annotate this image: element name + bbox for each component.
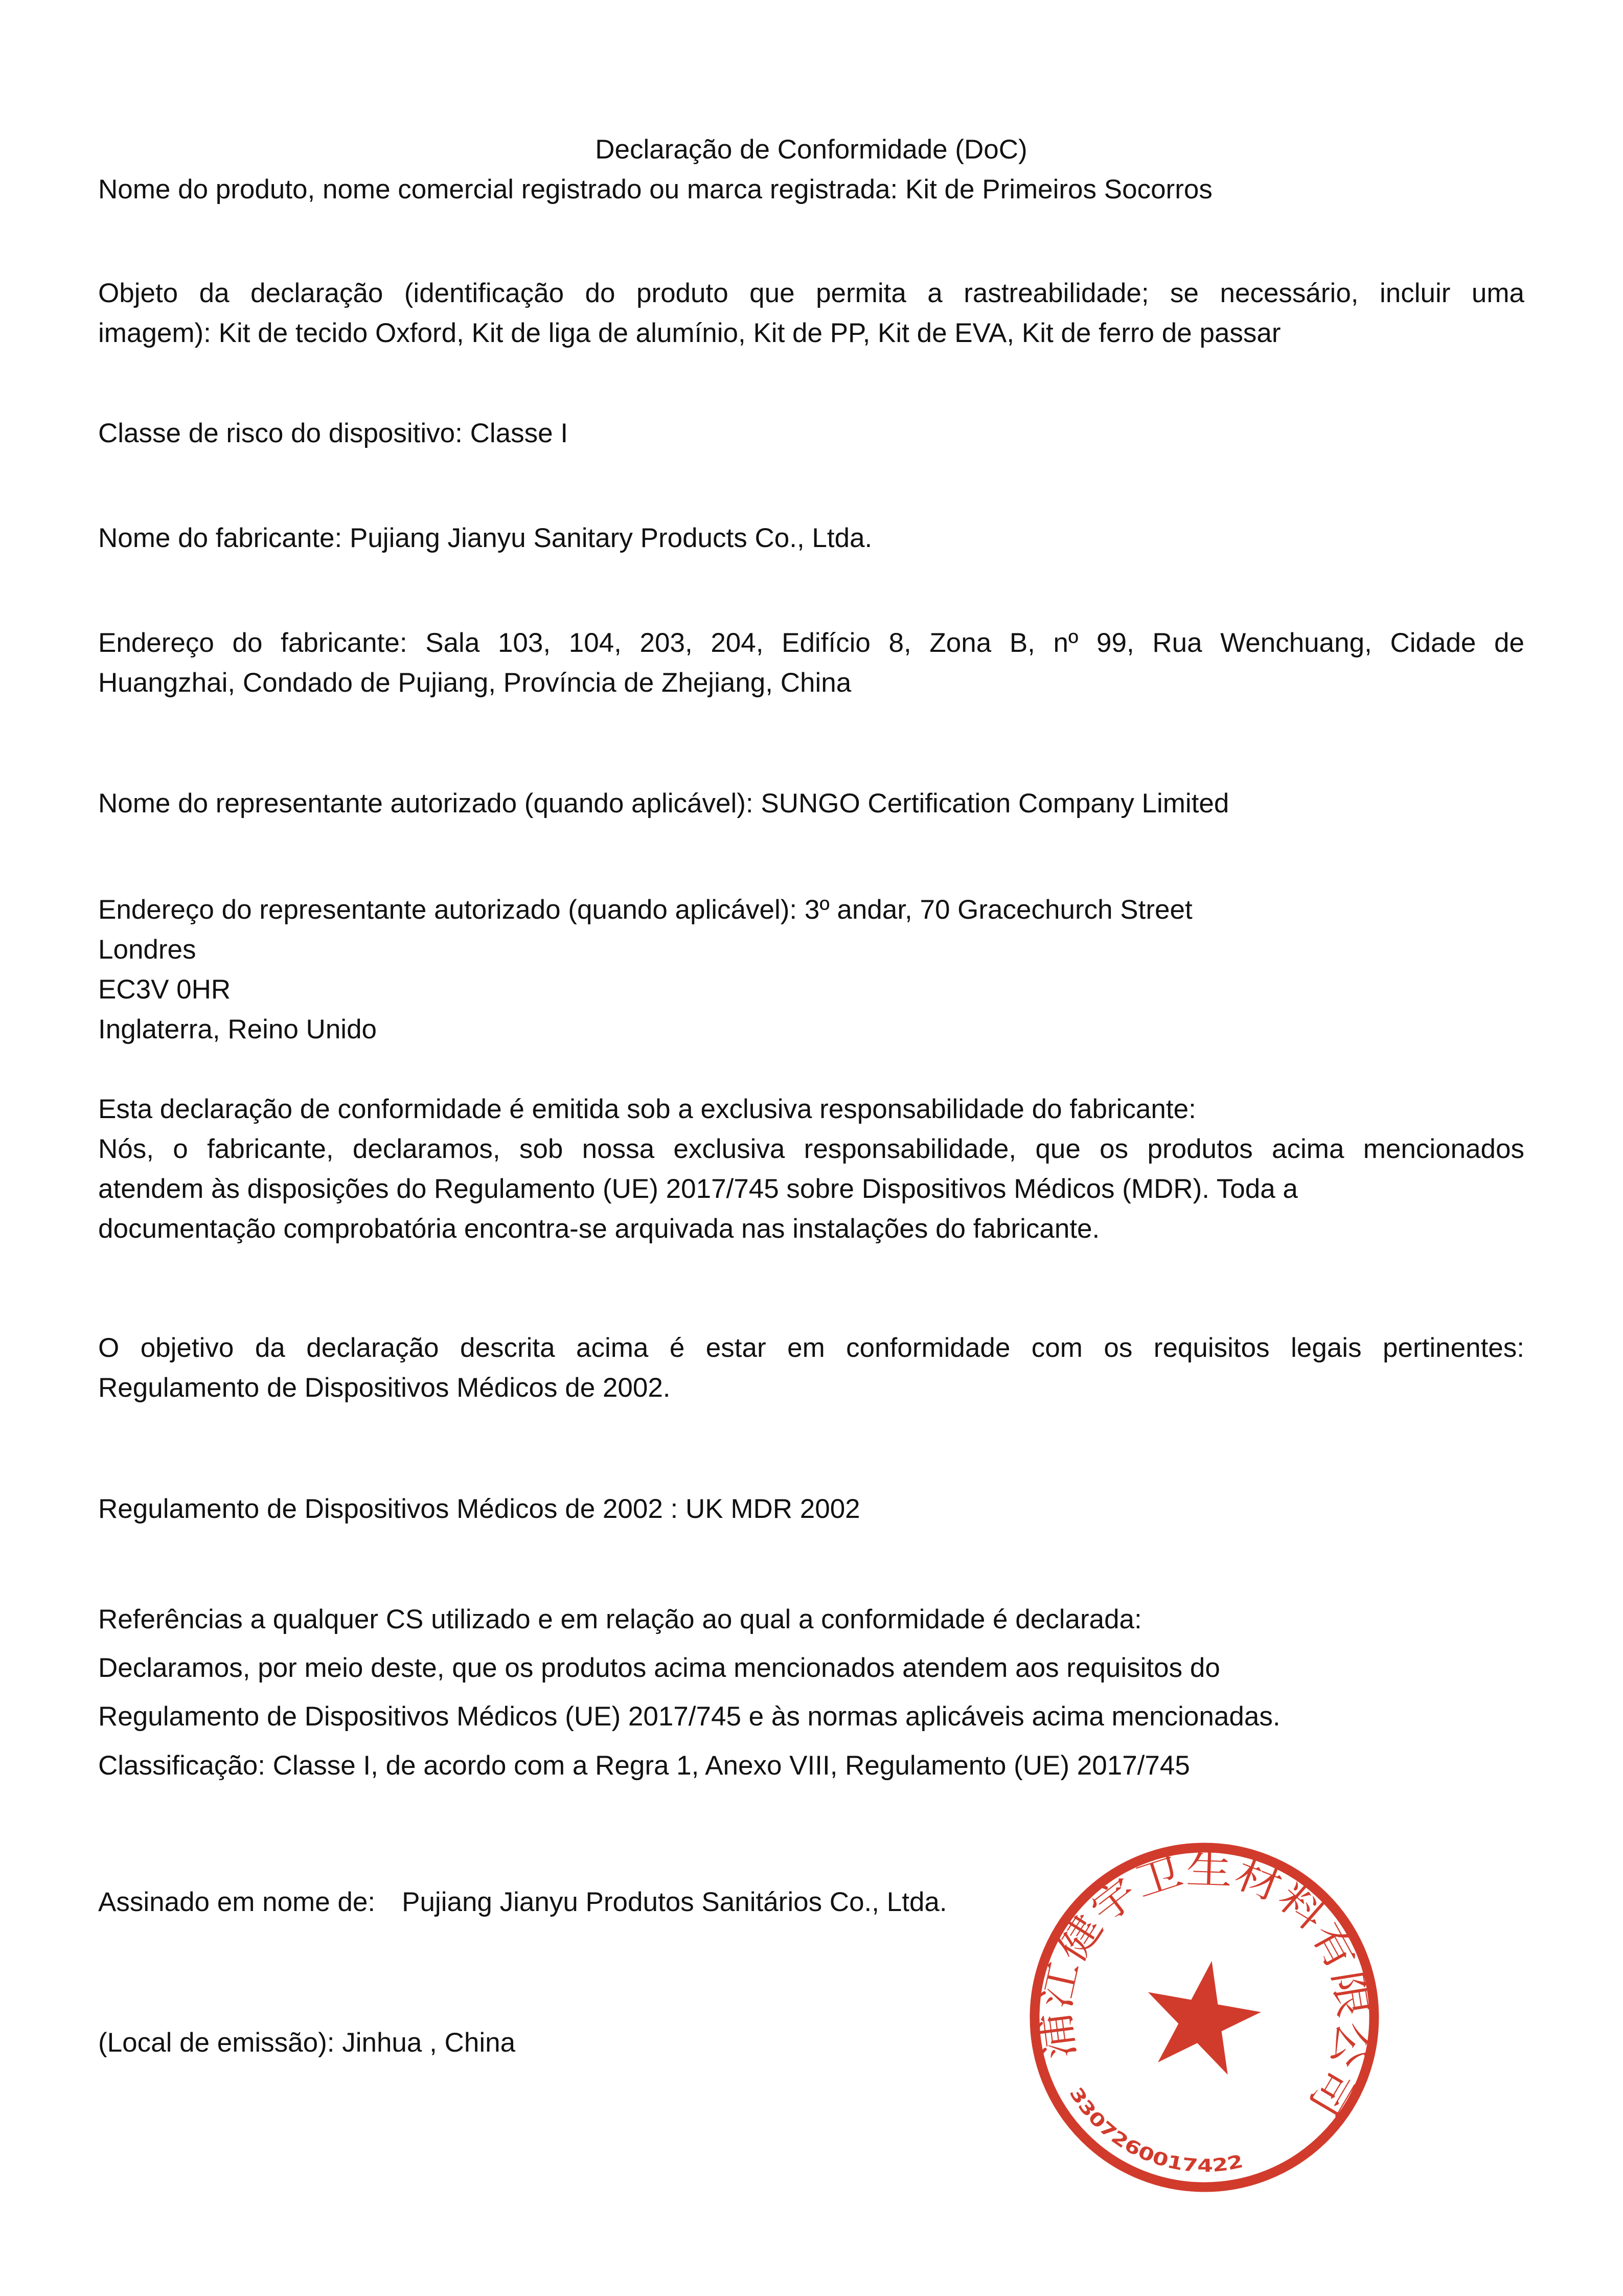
representative-address-line-2: Londres [98, 935, 196, 965]
document-title: Declaração de Conformidade (DoC) [595, 134, 1027, 165]
stamp-star-icon [1148, 1961, 1261, 2075]
responsibility-statement-line-2: Nós, o fabricante, declaramos, sob nossa exclusiva responsabilidade, que os produtos acima mencionados [98, 1134, 1524, 1164]
declaration-object-line-1: Objeto da declaração (identificação do produto que permita a rastreabilidade; se necessário, incluir uma [98, 278, 1524, 308]
uk-mdr-regulation-line: Regulamento de Dispositivos Médicos de 2002 : UK MDR 2002 [98, 1494, 860, 1524]
classification-line: Classificação: Classe I, de acordo com a Regra 1, Anexo VIII, Regulamento (UE) 2017/745 [98, 1751, 1190, 1781]
risk-class-line: Classe de risco do dispositivo: Classe I [98, 418, 568, 448]
cs-regulation-line: Regulamento de Dispositivos Médicos (UE) 2017/745 e às normas aplicáveis acima mencionadas. [98, 1701, 1281, 1732]
stamp-serial-number: 3307260017422 [1065, 2084, 1242, 2177]
objective-line-2: Regulamento de Dispositivos Médicos de 2002. [98, 1373, 671, 1403]
representative-address-line-4: Inglaterra, Reino Unido [98, 1014, 377, 1044]
declaration-object-line-2: imagem): Kit de tecido Oxford, Kit de liga de alumínio, Kit de PP, Kit de EVA, Kit de ferro de passar [98, 318, 1281, 348]
objective-line-1: O objetivo da declaração descrita acima é estar em conformidade com os requisitos legais pertinentes: [98, 1333, 1524, 1363]
cs-declaration-line: Declaramos, por meio deste, que os produtos acima mencionados atendem aos requisitos do [98, 1653, 1220, 1683]
representative-name-line: Nome do representante autorizado (quando aplicável): SUNGO Certification Company Limited [98, 788, 1229, 819]
responsibility-statement-line-4: documentação comprobatória encontra-se arquivada nas instalações do fabricante. [98, 1214, 1100, 1244]
manufacturer-name-line: Nome do fabricante: Pujiang Jianyu Sanitary Products Co., Ltda. [98, 523, 873, 553]
product-name-line: Nome do produto, nome comercial registrado ou marca registrada: Kit de Primeiros Socorros [98, 174, 1213, 204]
issue-place-line: (Local de emissão): Jinhua , China [98, 2028, 516, 2058]
representative-address-line-3: EC3V 0HR [98, 974, 231, 1005]
manufacturer-address-line-1: Endereço do fabricante: Sala 103, 104, 203, 204, Edifício 8, Zona B, nº 99, Rua Wenchuang, Cidade de [98, 628, 1524, 658]
cs-reference-line: Referências a qualquer CS utilizado e em relação ao qual a conformidade é declarada: [98, 1604, 1142, 1634]
stamp-company-name: 浦江健宇卫生材料有限公司 [1033, 1846, 1376, 2118]
company-stamp [1012, 1825, 1401, 2214]
signed-company-name: Pujiang Jianyu Produtos Sanitários Co., Ltda. [402, 1887, 947, 1917]
representative-address-line-1: Endereço do representante autorizado (quando aplicável): 3º andar, 70 Gracechurch Street [98, 895, 1193, 925]
responsibility-statement-line-1: Esta declaração de conformidade é emitida sob a exclusiva responsabilidade do fabricante: [98, 1094, 1196, 1124]
responsibility-statement-line-3: atendem às disposições do Regulamento (UE) 2017/745 sobre Dispositivos Médicos (MDR). Toda a [98, 1174, 1298, 1204]
manufacturer-address-line-2: Huangzhai, Condado de Pujiang, Província de Zhejiang, China [98, 668, 852, 698]
signed-label: Assinado em nome de: [98, 1887, 376, 1917]
